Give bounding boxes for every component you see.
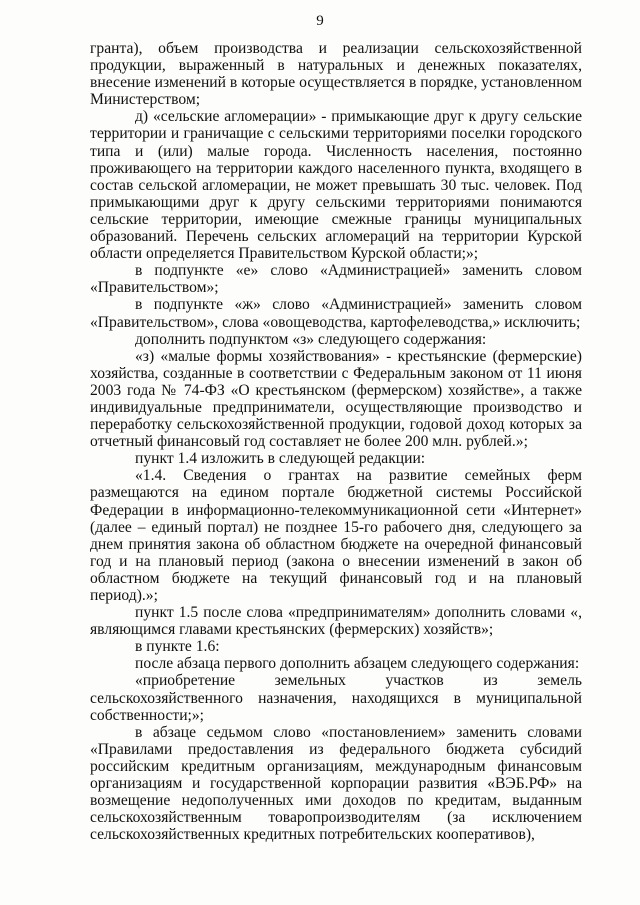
paragraph: гранта), объем производства и реализации сельскохозяйственной продукции, выраженный в натуральных и денежных показателях, внесение изменений в которые осуществляется в порядке, установленном Министерством; [90, 40, 582, 109]
paragraph: в абзаце седьмом слово «постановлением» заменить словами «Правилами предоставления из федерального бюджета субсидий российским кредитным организациям, международным финансовым организациям и государственной корпорации развития «ВЭБ.РФ» на возмещение недополученных ими доходов по кредитам, выданным сельскохозяйственным товаропроизводителям (за исключением сельскохозяйственных кредитных потребительских кооперативов), [90, 723, 582, 844]
paragraph: в пункте 1.6: [135, 638, 220, 656]
document-body [90, 40, 582, 843]
paragraph: «1.4. Сведения о грантах на развитие семейных ферм размещаются на едином портале бюджетной системы Российской Федерации в информационно-телекоммуникационной сети «Интернет» (далее – единый портал) не позднее 15-го рабочего дня, следующего за днем принятия закона об областном бюджете на очередной финансовый год и на плановый период (закона о внесении изменений в закон об областном бюджете на текущий финансовый год и на плановый период).»; [90, 467, 582, 604]
page-number: 9 [316, 13, 324, 29]
paragraph: пункт 1.5 после слова «предпринимателям» дополнить словами «, являющимся главами крестьянских (фермерских) хозяйств»; [90, 604, 582, 639]
paragraph: д) «сельские агломерации» - примыкающие друг к другу сельские территории и граничащие с сельскими территориями поселки городского типа и (или) малые города. Численность населения, постоянно проживающего на территории каждого населенного пункта, входящего в состав сельской агломерации, не может превышать 30 тыс. человек. Под примыкающими друг к другу сельскими территориями понимаются сельские территории, имеющие смежные границы муниципальных образований. Перечень сельских агломераций на территории Курской области определяется Правительством Курской области;»; [90, 108, 582, 263]
paragraph: после абзаца первого дополнить абзацем следующего содержания: [135, 655, 580, 673]
paragraph: пункт 1.4 изложить в следующей редакции: [135, 450, 426, 468]
paragraph: в подпункте «е» слово «Администрацией» заменить словом «Правительством»; [90, 262, 582, 297]
paragraph: «приобретение земельных участков из земель сельскохозяйственного назначения, находящихся в муниципальной собственности;»; [90, 672, 582, 724]
paragraph: в подпункте «ж» слово «Администрацией» заменить словом «Правительством», слова «овощеводства, картофелеводства,» исключить; [90, 296, 582, 331]
paragraph: дополнить подпунктом «з» следующего содержания: [135, 330, 487, 348]
paragraph: «з) «малые формы хозяйствования» - крестьянские (фермерские) хозяйства, созданные в соответствии с Федеральным законом от 11 июня 2003 года № 74-ФЗ «О крестьянском (фермерском) хозяйстве», а также индивидуальные предприниматели, осуществляющие производство и переработку сельскохозяйственной продукции, годовой доход которых за отчетный финансовый год составляет не более 200 млн. рублей.»; [90, 347, 582, 451]
